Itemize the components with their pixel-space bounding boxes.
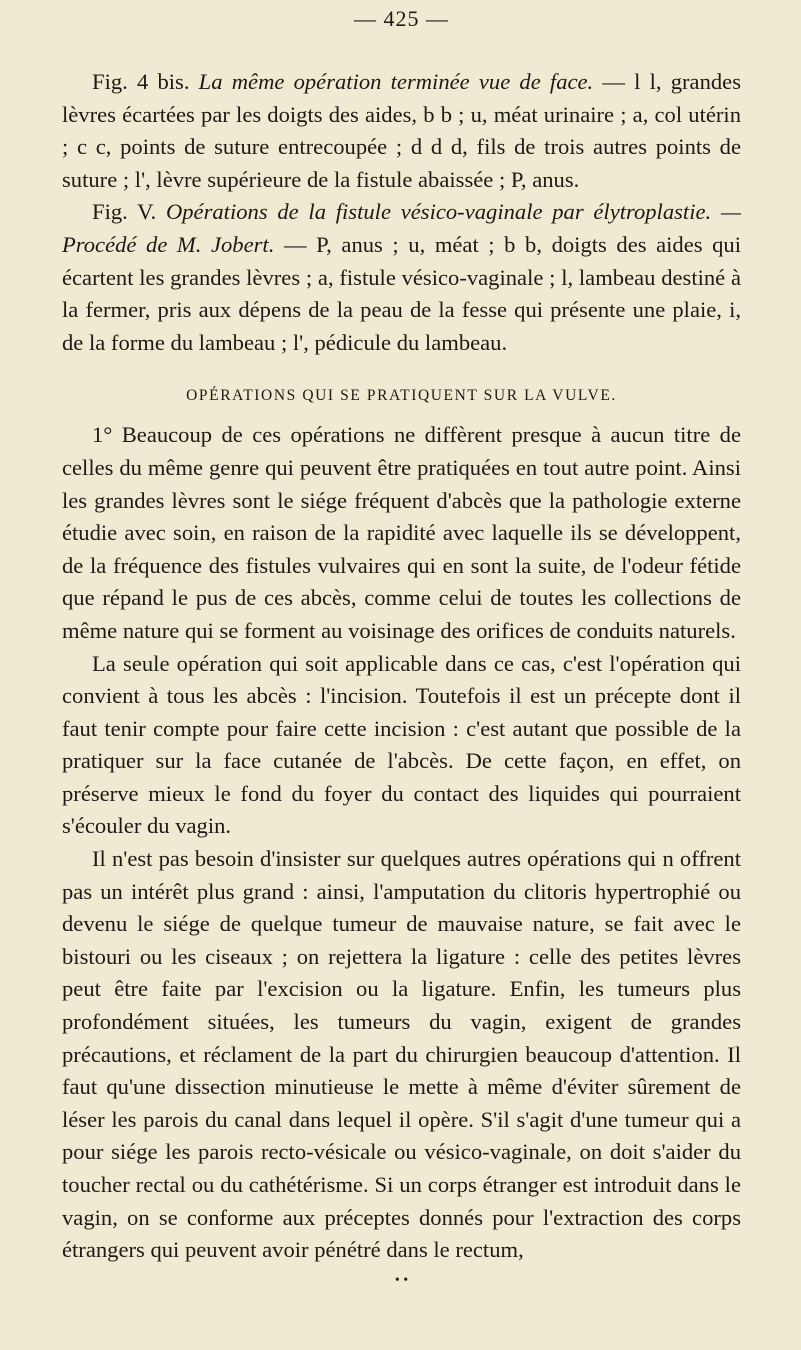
paragraph-2: La seule opération qui soit applicable dans ce cas, c'est l'opération qui convient à tous les abcès : l'incision. Toutefois il est un précepte dont il faut tenir compte pour faire cette incision : c'est autant que possible de la pratiquer sur la face cutanée de l'abcès. De cette façon, en effet, on préserve mieux le fond du foyer du contact des liquides qui pourraient s'écouler du vagin. bbox=[62, 650, 741, 839]
figure-5-caption bbox=[62, 196, 741, 359]
figure-5-title: Opérations de la fistule vésico-vaginale par élytroplastie. — Procédé de M. Jobert. bbox=[62, 199, 741, 257]
figure-5-legend: — P, anus ; u, méat ; b b, doigts des aides qui écartent les grandes lèvres ; a, fistule vésico-vaginale ; l, lambeau destiné à la fermer, pris aux dépens de la peau de la fesse qui présente une plaie, i, de la forme du lambeau ; l', pédicule du lambeau. bbox=[62, 231, 741, 355]
section-title: OPÉRATIONS QUI SE PRATIQUENT SUR LA VULVE. bbox=[186, 387, 617, 405]
paragraph-3: Il n'est pas besoin d'insister sur quelques autres opérations qui n offrent pas un intérêt plus grand : ainsi, l'amputation du clitoris hypertrophié ou devenu le siége de quelque tumeur de mauvaise nature, se fait avec le bistouri ou les ciseaux ; on rejettera la ligature : celle des petites lèvres peut être faite par l'excision ou la ligature. Enfin, les tumeurs plus profondément situées, les tumeurs du vagin, exigent de grandes précautions, et réclament de la part du chirurgien beaucoup d'attention. Il faut qu'une dissection minutieuse le mette à même d'éviter sûrement de léser les parois du canal dans lequel il opère. S'il s'agit d'une tumeur qui a pour siége les parois recto-vésicale ou vésico-vaginale, on doit s'aider du toucher rectal ou du cathétérisme. Si un corps étranger est introduit dans le vagin, on se conforme aux préceptes donnés pour l'extraction des corps étrangers qui peuvent avoir pénétré dans le rectum, bbox=[62, 846, 741, 1263]
paragraph-1: 1° Beaucoup de ces opérations ne diffèrent presque à aucun titre de celles du même genre qui peuvent être pratiquées en tout autre point. Ainsi les grandes lèvres sont le siége fréquent d'abcès que la pathologie externe étudie avec soin, en raison de la rapidité avec laquelle ils se développent, de la fréquence des fistules vulvaires qui en sont la suite, de l'odeur fétide que répand le pus de ces abcès, comme celui de toutes les collections de même nature qui se forment au voisinage des orifices de conduits naturels. bbox=[62, 422, 741, 643]
footer-mark: • • bbox=[394, 1272, 409, 1288]
figure-4bis-title: La même opération terminée vue de face. bbox=[198, 69, 594, 94]
figure-4bis-label: Fig. 4 bis. bbox=[92, 69, 190, 94]
figure-4bis-legend: — l l, grandes lèvres écartées par les doigts des aides, b b ; u, méat urinaire ; a, col utérin ; c c, points de suture entrecoupée ; d d d, fils de trois autres points de suture ; l', lèvre supérieure de la fistule abaissée ; P, anus. bbox=[62, 69, 742, 192]
figure-5-label: Fig. V. bbox=[92, 199, 157, 225]
page-number: — 425 — bbox=[354, 6, 449, 31]
figure-4bis-caption bbox=[62, 66, 741, 196]
